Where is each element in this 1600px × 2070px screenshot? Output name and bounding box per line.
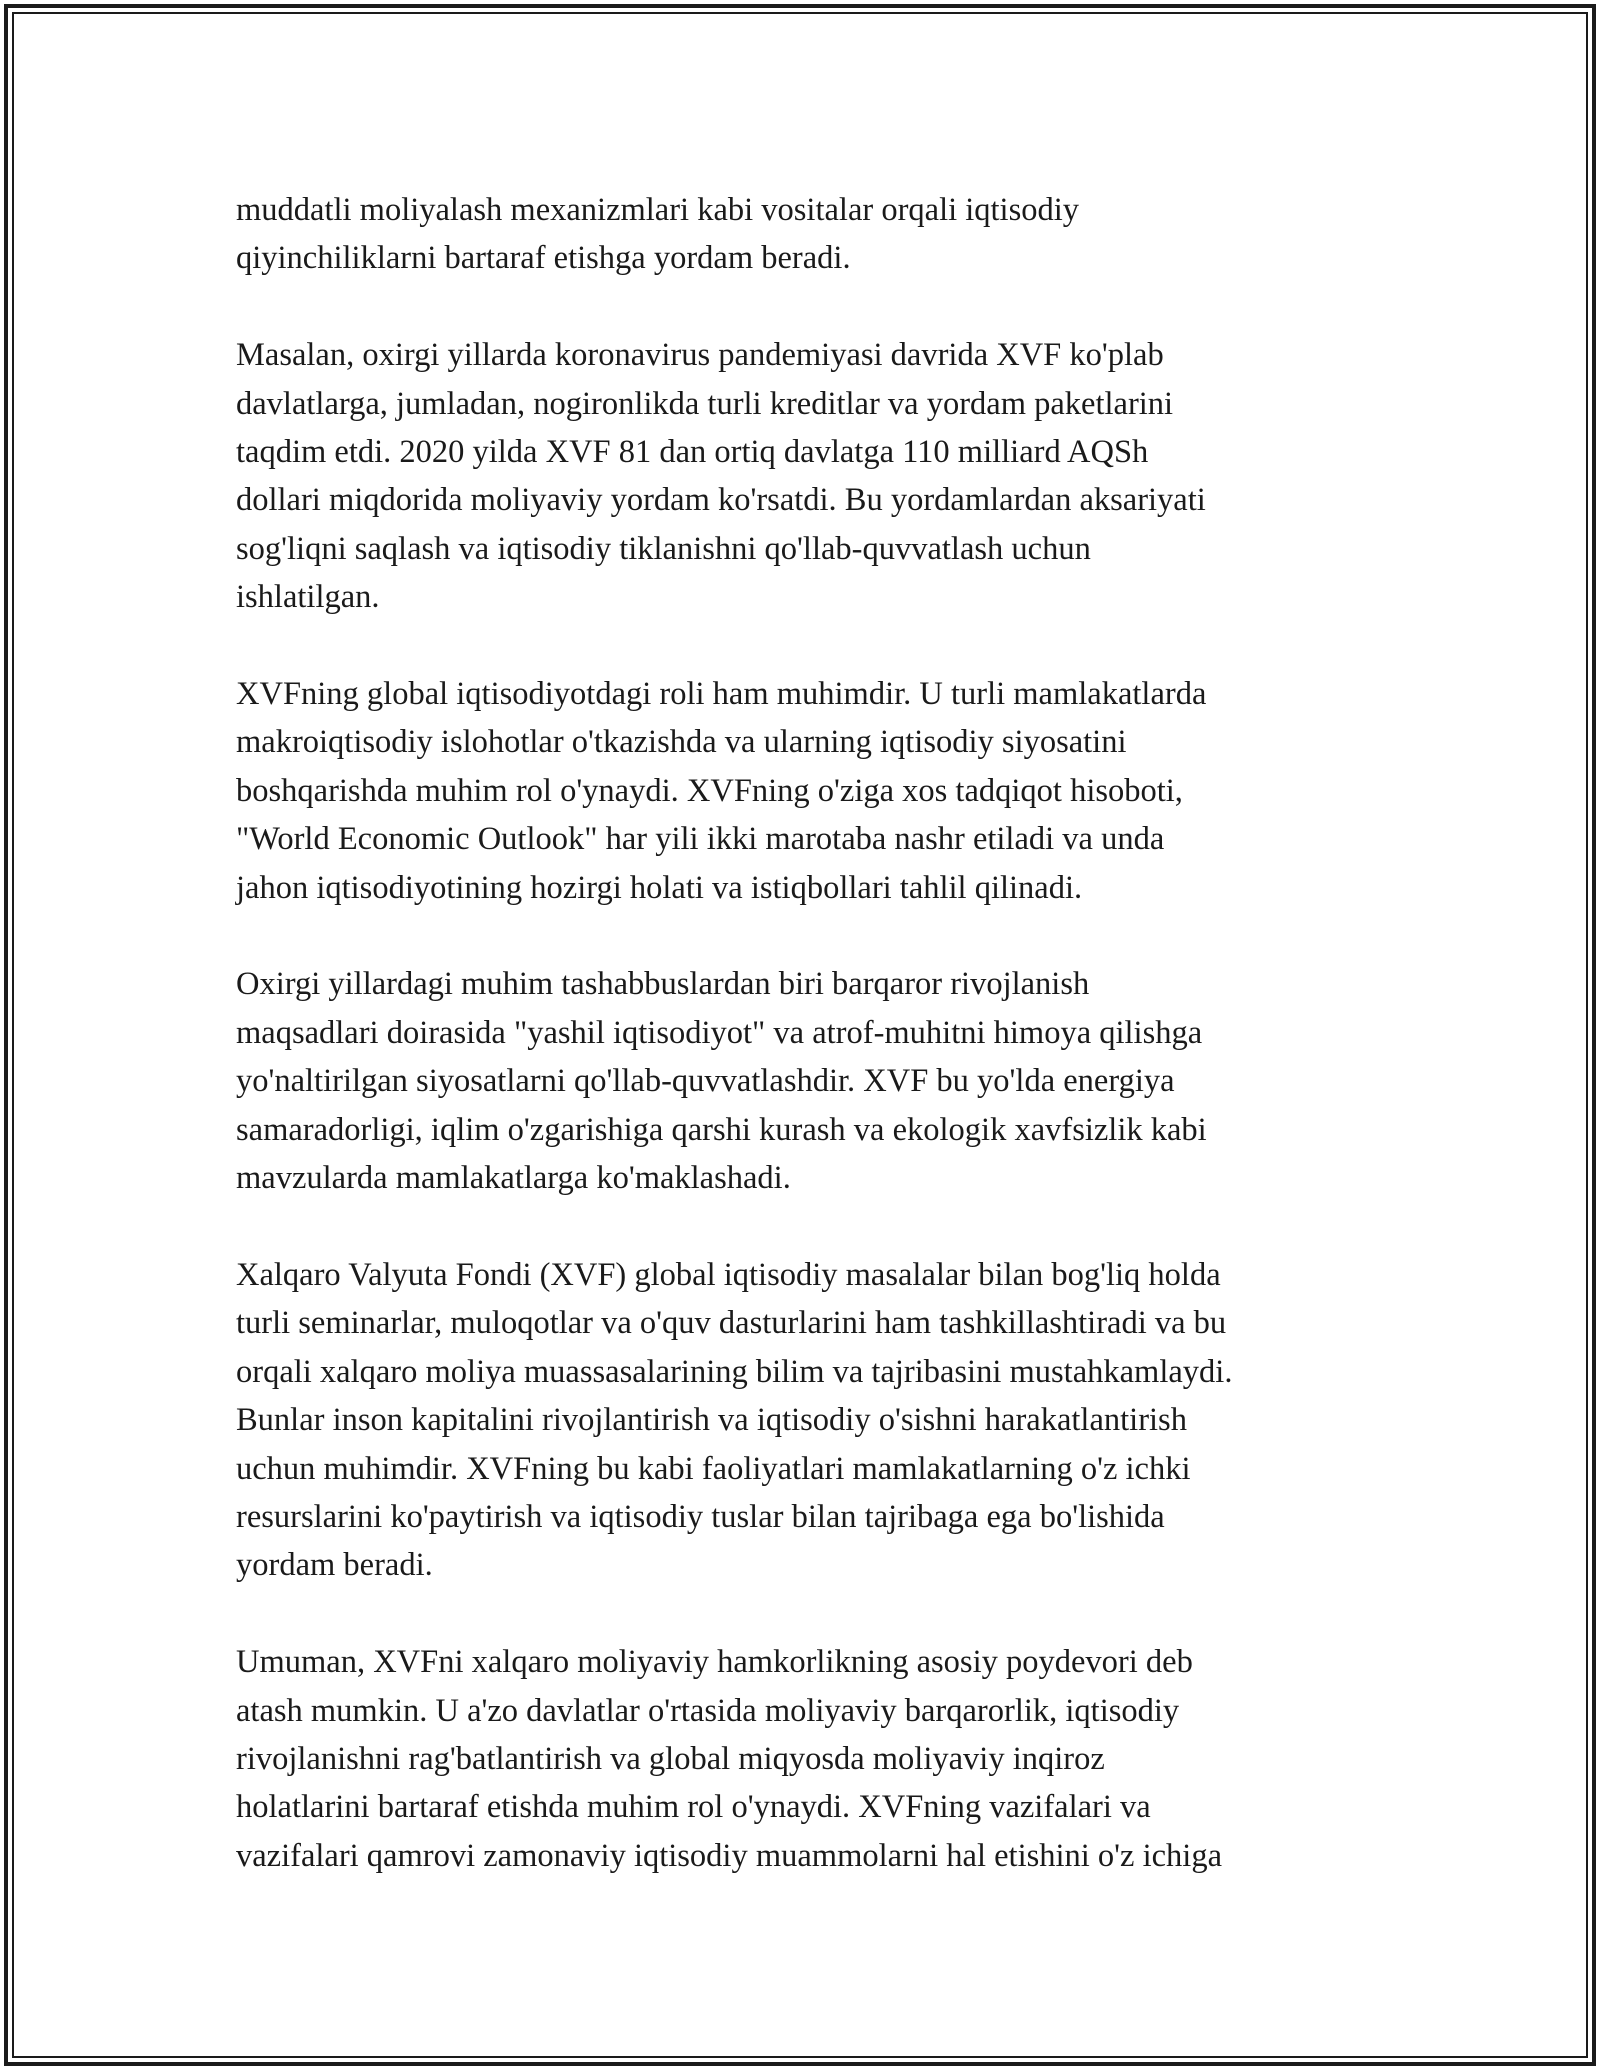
paragraph: Umuman, XVFni xalqaro moliyaviy hamkorlikning asosiy poydevori deb atash mumkin. U a'zo davlatlar o'rtasida moliyaviy barqarorlik, iqtisodiy rivojlanishni rag'batlantirish va global miqyosda moliyaviy inqiroz holatlarini bartaraf etishda muhim rol o'ynaydi. XVFning vazifalari va vazifalari qamrovi zamonaviy iqtisodiy muammolarni hal etishini o'z ichiga <box>236 1644 1222 1874</box>
paragraph: Masalan, oxirgi yillarda koronavirus pandemiyasi davrida XVF ko'plab davlatlarga, jumladan, nogironlikda turli kreditlar va yordam paketlarini taqdim etdi. 2020 yilda XVF 81 dan ortiq davlatga 110 milliard AQSh dollari miqdorida moliyaviy yordam ko'rsatdi. Bu yordamlardan aksariyati sog'liqni saqlash va iqtisodiy tiklanishni qo'llab-quvvatlash uchun ishlatilgan. <box>236 337 1206 616</box>
paragraph: Oxirgi yillardagi muhim tashabbuslardan biri barqaror rivojlanish maqsadlari doirasida "yashil iqtisodiyot" va atrof-muhitni himoya qilishga yo'naltirilgan siyosatlarni qo'llab-quvvatlashdir. XVF bu yo'lda energiya samaradorligi, iqlim o'zgarishiga qarshi kurash va ekologik xavfsizlik kabi mavzularda mamlakatlarga ko'maklashadi. <box>236 966 1207 1197</box>
paragraph: Xalqaro Valyuta Fondi (XVF) global iqtisodiy masalalar bilan bog'liq holda turli seminarlar, muloqotlar va o'quv dasturlarini ham tashkillashtiradi va bu orqali xalqaro moliya muassasalarining bilim va tajribasini mustahkamlaydi. Bunlar inson kapitalini rivojlantirish va iqtisodiy o'sishni harakatlantirish uchun muhimdir. XVFning bu kabi faoliyatlari mamlakatlarning o'z ichki resurslarini ko'paytirish va iqtisodiy tuslar bilan tajribaga ega bo'lishida yordam beradi. <box>236 1256 1233 1584</box>
paragraph: XVFning global iqtisodiyotdagi roli ham muhimdir. U turli mamlakatlarda makroiqtisodiy islohotlar o'tkazishda va ularning iqtisodiy siyosatini boshqarishda muhim rol o'ynaydi. XVFning o'ziga xos tadqiqot hisoboti, "World Economic Outlook" har yili ikki marotaba nashr etiladi va unda jahon iqtisodiyotining hozirgi holati va istiqbollari tahlil qilinadi. <box>236 676 1207 906</box>
document-body <box>236 186 1366 1929</box>
paragraph: muddatli moliyalash mexanizmlari kabi vositalar orqali iqtisodiy qiyinchiliklarni bartaraf etishga yordam beradi. <box>236 192 1080 277</box>
